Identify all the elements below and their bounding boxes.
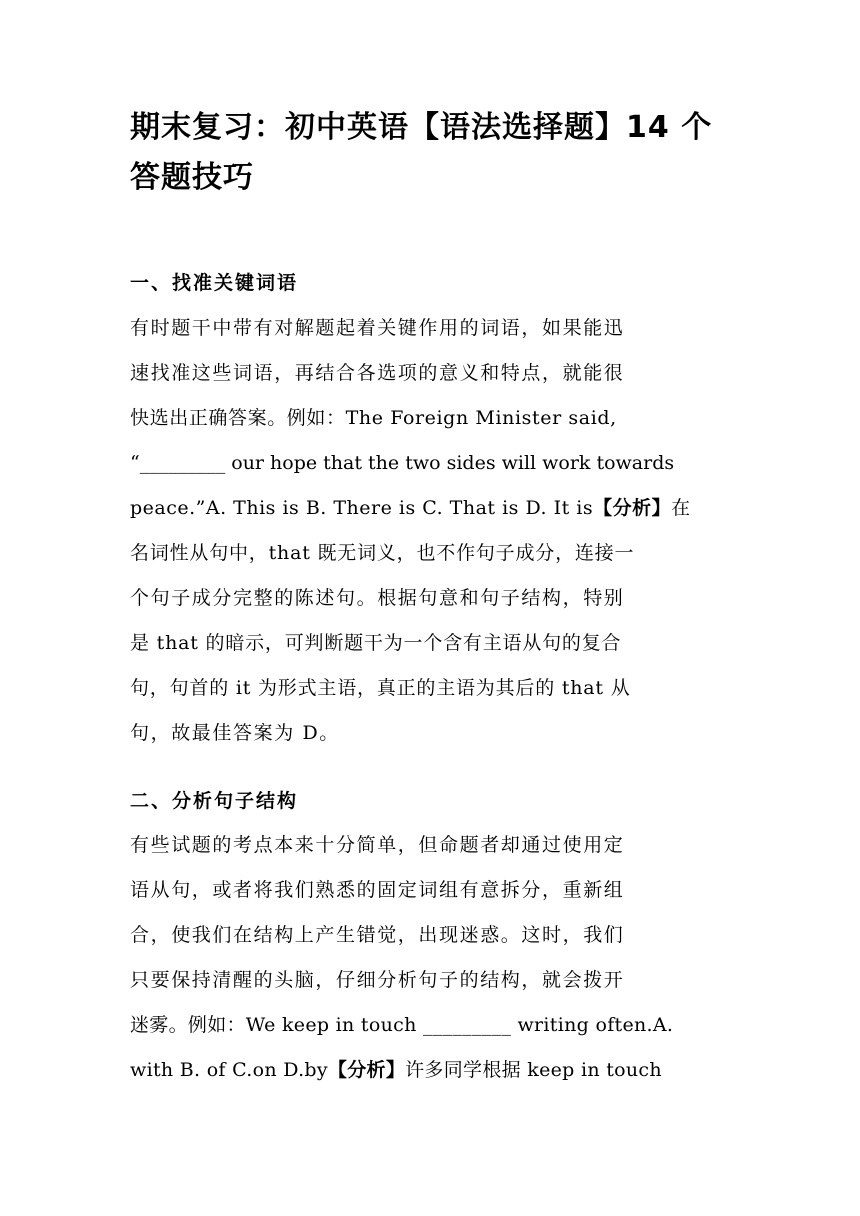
section-2-line-3: 合，使我们在结构上产生错觉，出现迷惑。这时，我们 <box>130 924 625 946</box>
section-2-line-6: with B. of C.on D.by【分析】许多同学根据 keep in touch <box>130 1059 662 1081</box>
section-2-line-1: 有些试题的考点本来十分简单，但命题者却通过使用定 <box>130 834 625 856</box>
page-title <box>130 103 730 203</box>
section-1-line-5: peace.”A. This is B. There is C. That is D. It is【分析】在 <box>130 497 691 519</box>
section-2-line-4: 只要保持清醒的头脑，仔细分析句子的结构，就会拨开 <box>130 969 625 991</box>
section-1-line-3: 快选出正确答案。例如：The Foreign Minister said, <box>130 407 617 429</box>
section-1-heading: 一、找准关键词语 <box>130 272 299 294</box>
section-2-line-5: 迷雾。例如：We keep in touch _________ writing often.A. <box>130 1014 674 1036</box>
section-2-heading: 二、分析句子结构 <box>130 790 299 812</box>
section-1-line-10: 句，故最佳答案为 D。 <box>130 722 340 744</box>
section-1-line-6: 名词性从句中，that 既无词义，也不作句子成分，连接一 <box>130 542 635 564</box>
analysis-marker: 【分析】 <box>327 1059 406 1081</box>
section-1-body <box>130 306 730 756</box>
title-line-1: 期末复习：初中英语【语法选择题】14 个 <box>130 110 713 145</box>
section-1-line-1: 有时题干中带有对解题起着关键作用的词语，如果能迅 <box>130 317 625 339</box>
section-1-line-7: 个句子成分完整的陈述句。根据句意和句子结构，特别 <box>130 587 625 609</box>
analysis-marker: 【分析】 <box>593 497 672 519</box>
title-line-2: 答题技巧 <box>130 160 254 195</box>
section-2-line-2: 语从句，或者将我们熟悉的固定词组有意拆分，重新组 <box>130 879 625 901</box>
section-2-body <box>130 823 730 1093</box>
section-1-line-8: 是 that 的暗示，可判断题干为一个含有主语从句的复合 <box>130 632 622 654</box>
section-1-line-2: 速找准这些词语，再结合各选项的意义和特点，就能很 <box>130 362 625 384</box>
section-1-line-9: 句，句首的 it 为形式主语，真正的主语为其后的 that 从 <box>130 677 631 699</box>
section-1-line-4: “_________ our hope that the two sides will work towards <box>130 452 675 474</box>
